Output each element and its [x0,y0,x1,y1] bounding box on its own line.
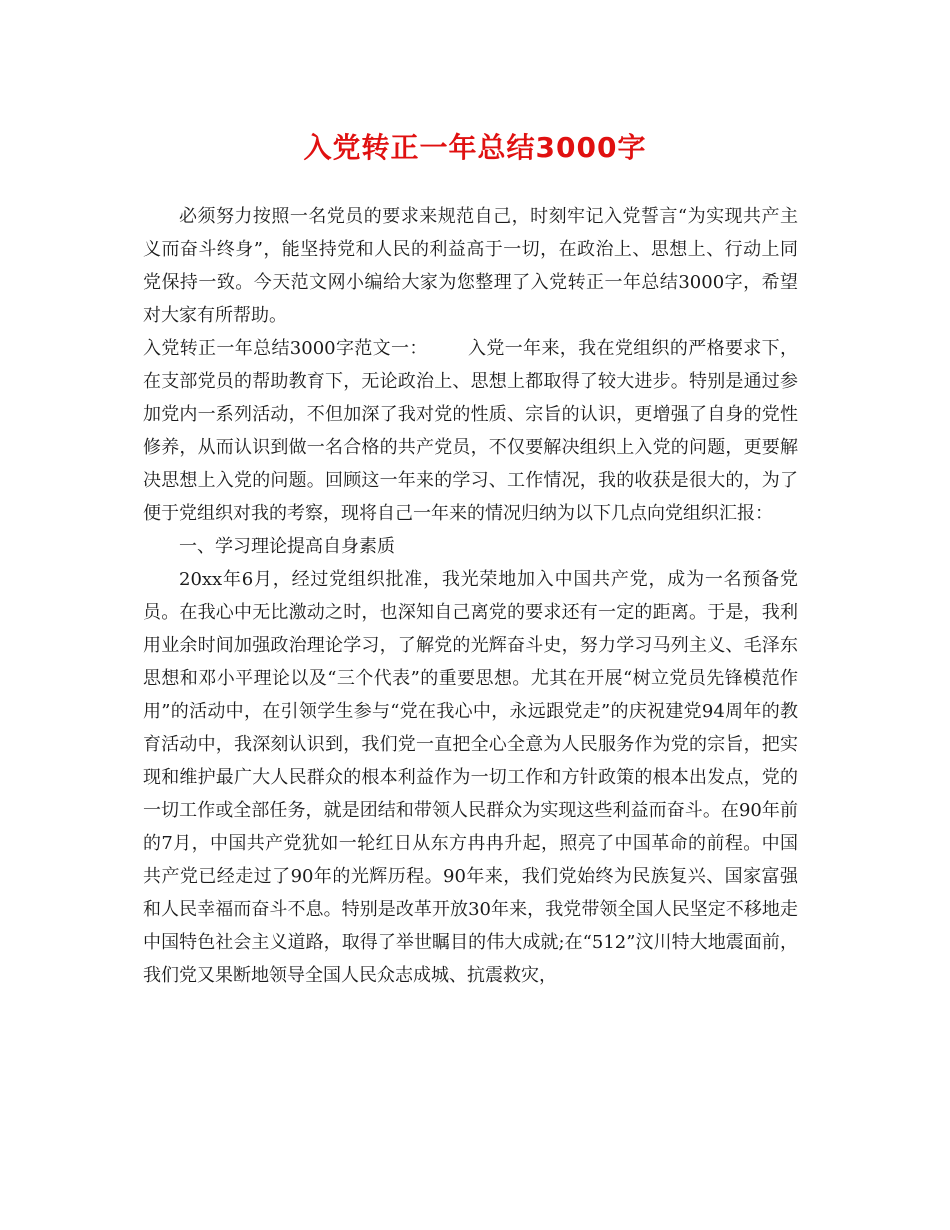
sample-body: 入党一年来，我在党组织的严格要求下，在支部党员的帮助教育下，无论政治上、思想上都取得了较大进步。特别是通过参加党内一系列活动，不但加深了我对党的性质、宗旨的认识，更增强了自身的党性修养，从而认识到做一名合格的共产党员，不仅要解决组织上入党的问题，更要解决思想上入党的问题。回顾这一年来的学习、工作情况，我的收获是很大的，为了便于党组织对我的考察，现将自己一年来的情况归纳为以下几点向党组织汇报： [143,338,798,524]
sample-label: 入党转正一年总结3000字范文一： [143,338,428,359]
section-heading: 一、学习理论提高自身素质 [179,536,395,557]
document-body [143,200,798,992]
paragraph-intro: 必须努力按照一名党员的要求来规范自己，时刻牢记入党誓言“为实现共产主义而奋斗终身”，能坚持党和人民的利益高于一切，在政治上、思想上、行动上同党保持一致。今天范文网小编给大家为您整理了入党转正一年总结3000字，希望对大家有所帮助。 [143,206,798,326]
paragraph-sample [143,332,798,530]
paragraph-section-body: 20xx年6月，经过党组织批准，我光荣地加入中国共产党，成为一名预备党员。在我心中无比激动之时，也深知自己离党的要求还有一定的距离。于是，我利用业余时间加强政治理论学习，了解党的光辉奋斗史，努力学习马列主义、毛泽东思想和邓小平理论以及“三个代表”的重要思想。尤其在开展“树立党员先锋模范作用”的活动中，在引领学生参与“党在我心中，永远跟党走”的庆祝建党94周年的教育活动中，我深刻认识到，我们党一直把全心全意为人民服务作为党的宗旨，把实现和维护最广大人民群众的根本利益作为一切工作和方针政策的根本出发点，党的一切工作或全部任务，就是团结和带领人民群众为实现这些利益而奋斗。在90年前的7月，中国共产党犹如一轮红日从东方冉冉升起，照亮了中国革命的前程。中国共产党已经走过了90年的光辉历程。90年来，我们党始终为民族复兴、国家富强和人民幸福而奋斗不息。特别是改革开放30年来，我党带领全国人民坚定不移地走中国特色社会主义道路，取得了举世瞩目的伟大成就;在“512”汶川特大地震面前，我们党又果断地领导全国人民众志成城、抗震救灾， [143,569,798,986]
document-title: 入党转正一年总结3000字 [303,131,647,164]
